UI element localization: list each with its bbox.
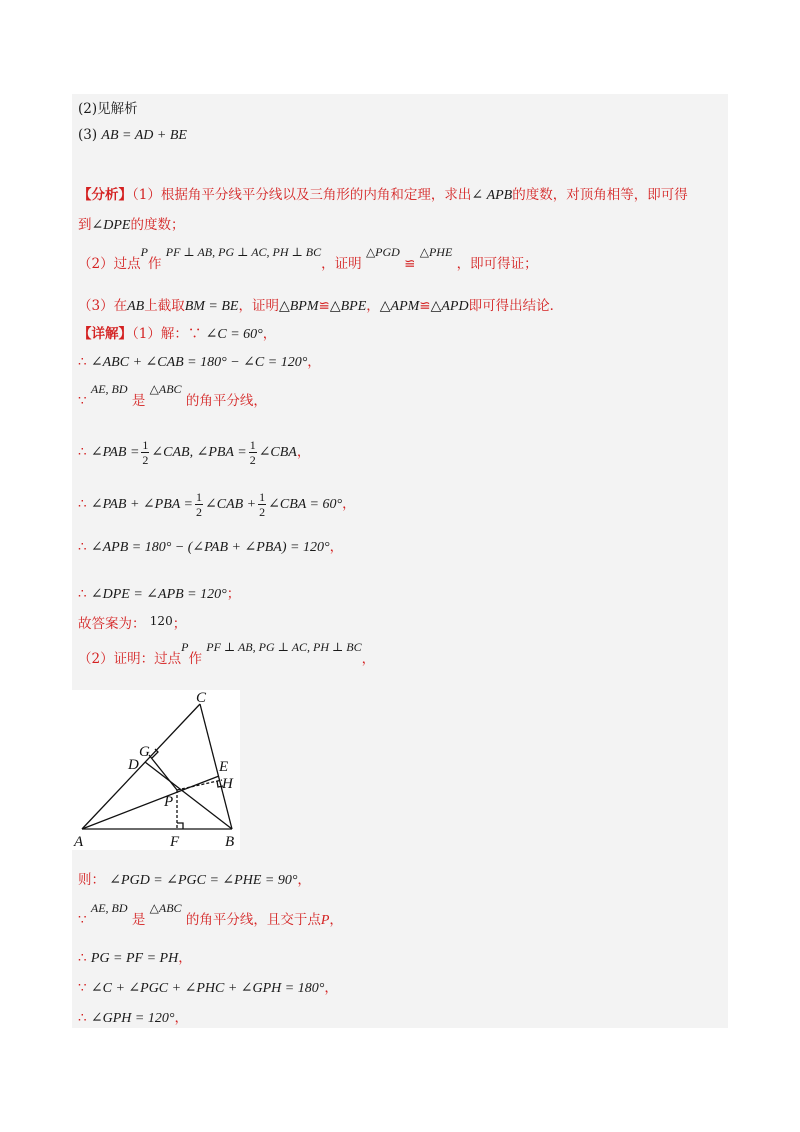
fraction-den: 2 — [259, 505, 266, 519]
fraction-half — [141, 438, 149, 467]
proof-angle-sum — [78, 979, 338, 998]
detail-8-text: 故答案为： — [78, 616, 146, 632]
proof-bisector — [78, 901, 343, 930]
analysis-3-math: BM = BE — [184, 299, 239, 314]
analysis-3-text: （3）在 — [78, 298, 128, 314]
detail-4-math-b: ∠CAB, ∠PBA = — [151, 445, 247, 460]
detail-1-comma: ， — [262, 326, 277, 342]
proof-equal — [78, 949, 192, 968]
analysis-2-tri2: △PHE — [419, 245, 453, 259]
analysis-3-tri1: △BPM — [278, 299, 319, 314]
analysis-3-ab: AB — [127, 299, 145, 314]
detail-2-math: ∠ABC + ∠CAB = 180° − ∠C = 120° — [90, 355, 308, 370]
proof-angle-sum-comma: ， — [324, 980, 338, 996]
detail-5-math-c: ∠CBA = 60° — [268, 497, 343, 512]
answer-2-text: (2)见解析 — [78, 101, 138, 117]
proof-then-math: ∠PGD = ∠PGC = ∠PHE = 90° — [109, 873, 298, 888]
perp-ph — [177, 780, 222, 790]
analysis-2-cong: ≌ — [404, 256, 416, 272]
analysis-3-text-c: ，证明 — [238, 298, 279, 314]
proof-gph-math: ∠GPH = 120° — [90, 1011, 175, 1026]
proof-bisector-text-b: 的角平分线，且交于点 — [185, 912, 321, 928]
proof-gph-comma: ， — [174, 1010, 188, 1026]
detail-7-semicolon: ； — [226, 586, 241, 602]
analysis-2-tri1: △PGD — [365, 245, 400, 259]
fraction-den: 2 — [249, 453, 256, 467]
analysis-2 — [78, 245, 538, 273]
detail-3-text-b: 的角平分线， — [185, 393, 267, 409]
detail-6-comma: ， — [329, 539, 344, 555]
detail-1-text: （1）解： — [132, 326, 188, 342]
detail-6-math: ∠APB = 180° − (∠PAB + ∠PBA) = 120° — [90, 540, 330, 555]
therefore-symbol: ∴ — [78, 354, 87, 370]
detail-5-comma: ， — [342, 496, 356, 512]
answer-3-prefix: (3) — [78, 127, 98, 143]
analysis-2-text-c: ，证明 — [321, 256, 362, 272]
analysis-2-text-d: ，即可得证； — [456, 256, 538, 272]
analysis-3-tri4: △APD — [430, 299, 469, 314]
detail-8-semicolon: ； — [172, 616, 187, 632]
analysis-3-comma: ， — [366, 298, 380, 314]
label-g: G — [139, 744, 150, 760]
analysis-3-tri3: △APM — [379, 299, 420, 314]
detail-3-text: 是 — [131, 393, 146, 409]
proof-bisector-math: AE, BD — [90, 901, 128, 915]
detail-6 — [78, 538, 343, 557]
analysis-3-text-e: 即可得出结论． — [468, 298, 564, 314]
therefore-symbol: ∴ — [78, 444, 87, 460]
analysis-3-cong2: ≌ — [419, 298, 431, 314]
detail-tag: 【详解】 — [78, 326, 132, 342]
therefore-symbol: ∴ — [78, 1010, 87, 1026]
fraction-den: 2 — [196, 505, 202, 519]
proof-equal-math: PG = PF = PH — [90, 951, 179, 966]
fraction-half — [258, 490, 266, 519]
proof-bisector-triangle: △ABC — [149, 901, 182, 915]
detail-3 — [78, 382, 267, 410]
detail-7 — [78, 585, 240, 604]
detail-5-math-a: ∠PAB + ∠PBA = — [90, 497, 193, 512]
detail-4-comma: ， — [296, 444, 311, 460]
therefore-symbol: ∴ — [78, 496, 87, 512]
proof-angle-sum-math: ∠C + ∠PGC + ∠PHC + ∠GPH = 180° — [90, 981, 325, 996]
analysis-1-text-b: 的度数，对顶角相等，即可得 — [512, 187, 688, 203]
label-h: H — [222, 776, 233, 792]
proof-bisector-point: P — [320, 913, 330, 928]
answer-3 — [78, 126, 187, 145]
detail-1-math: ∠C = 60° — [205, 327, 263, 342]
because-symbol: ∵ — [78, 912, 87, 928]
analysis-3-tri2: △BPE — [329, 299, 367, 314]
analysis-1-math2: ∠DPE — [91, 218, 131, 233]
therefore-symbol: ∴ — [78, 586, 87, 602]
detail-8-value: 120 — [149, 614, 173, 628]
detail-2-comma: ， — [307, 354, 321, 370]
label-p: P — [164, 794, 174, 810]
perp-pg — [149, 755, 177, 790]
therefore-symbol: ∴ — [78, 539, 87, 555]
analysis-1-text-c: 到 — [78, 217, 92, 233]
proof-bisector-comma: ， — [329, 912, 343, 928]
because-symbol: ∵ — [78, 393, 87, 409]
label-a: A — [74, 834, 84, 850]
triangle-diagram — [72, 690, 240, 850]
side-ac — [82, 704, 200, 829]
proof-2-comma: ， — [361, 651, 376, 667]
analysis-3-cong1: ≌ — [318, 298, 330, 314]
analysis-1-cont — [78, 216, 184, 235]
because-symbol: ∵ — [78, 980, 87, 996]
proof-2-text: （2）证明：过点 — [78, 651, 182, 667]
proof-2-point: P — [181, 640, 189, 654]
analysis-2-point: P — [140, 245, 148, 259]
fraction-num: 1 — [249, 438, 256, 452]
analysis-1 — [78, 186, 688, 205]
proof-2-verb: 作 — [188, 651, 202, 667]
detail-5-math-b: ∠CAB + — [205, 497, 257, 512]
detail-4-math-c: ∠CBA — [258, 445, 297, 460]
fraction-den: 2 — [142, 453, 149, 467]
proof-then — [78, 871, 311, 890]
geometry-figure — [72, 690, 240, 850]
fraction-num: 1 — [259, 490, 266, 504]
label-c: C — [196, 690, 207, 706]
detail-3-math: AE, BD — [90, 382, 128, 396]
label-b: B — [225, 834, 235, 850]
proof-gph — [78, 1009, 188, 1028]
proof-2 — [78, 640, 376, 668]
fraction-half — [195, 490, 203, 519]
fraction-half — [249, 438, 257, 467]
analysis-3-text-b: 上截取 — [144, 298, 185, 314]
answer-2 — [78, 100, 138, 118]
fraction-num: 1 — [196, 490, 202, 504]
detail-4-math-a: ∠PAB = — [90, 445, 140, 460]
detail-1 — [78, 325, 276, 344]
analysis-3 — [78, 297, 563, 316]
analysis-1-math: ∠ APB — [471, 188, 513, 203]
proof-2-math: PF ⊥ AB, PG ⊥ AC, PH ⊥ BC — [206, 640, 362, 654]
analysis-1-text: （1）根据角平分线平分线以及三角形的内角和定理，求出 — [132, 187, 472, 203]
analysis-2-verb: 作 — [147, 256, 162, 272]
analysis-1-text-d: 的度数； — [130, 217, 185, 233]
analysis-2-math: PF ⊥ AB, PG ⊥ AC, PH ⊥ BC — [165, 245, 322, 259]
then-text: 则： — [78, 872, 105, 888]
detail-5 — [78, 490, 356, 519]
therefore-symbol: ∴ — [78, 950, 87, 966]
proof-equal-comma: ， — [178, 950, 192, 966]
detail-7-math: ∠DPE = ∠APB = 120° — [90, 587, 227, 602]
analysis-2-text: （2）过点 — [78, 256, 141, 272]
proof-bisector-text: 是 — [131, 912, 146, 928]
detail-8 — [78, 615, 186, 633]
label-f: F — [170, 834, 180, 850]
detail-3-triangle: △ABC — [149, 382, 182, 396]
right-angle-f — [177, 823, 183, 829]
analysis-tag: 【分析】 — [78, 187, 132, 203]
detail-4 — [78, 438, 310, 467]
fraction-num: 1 — [142, 438, 149, 452]
because-symbol: ∵ — [187, 326, 202, 342]
proof-then-comma: ， — [297, 872, 311, 888]
label-e: E — [219, 759, 229, 775]
answer-3-math: AB = AD + BE — [101, 128, 187, 143]
detail-2 — [78, 353, 321, 372]
label-d: D — [128, 757, 139, 773]
